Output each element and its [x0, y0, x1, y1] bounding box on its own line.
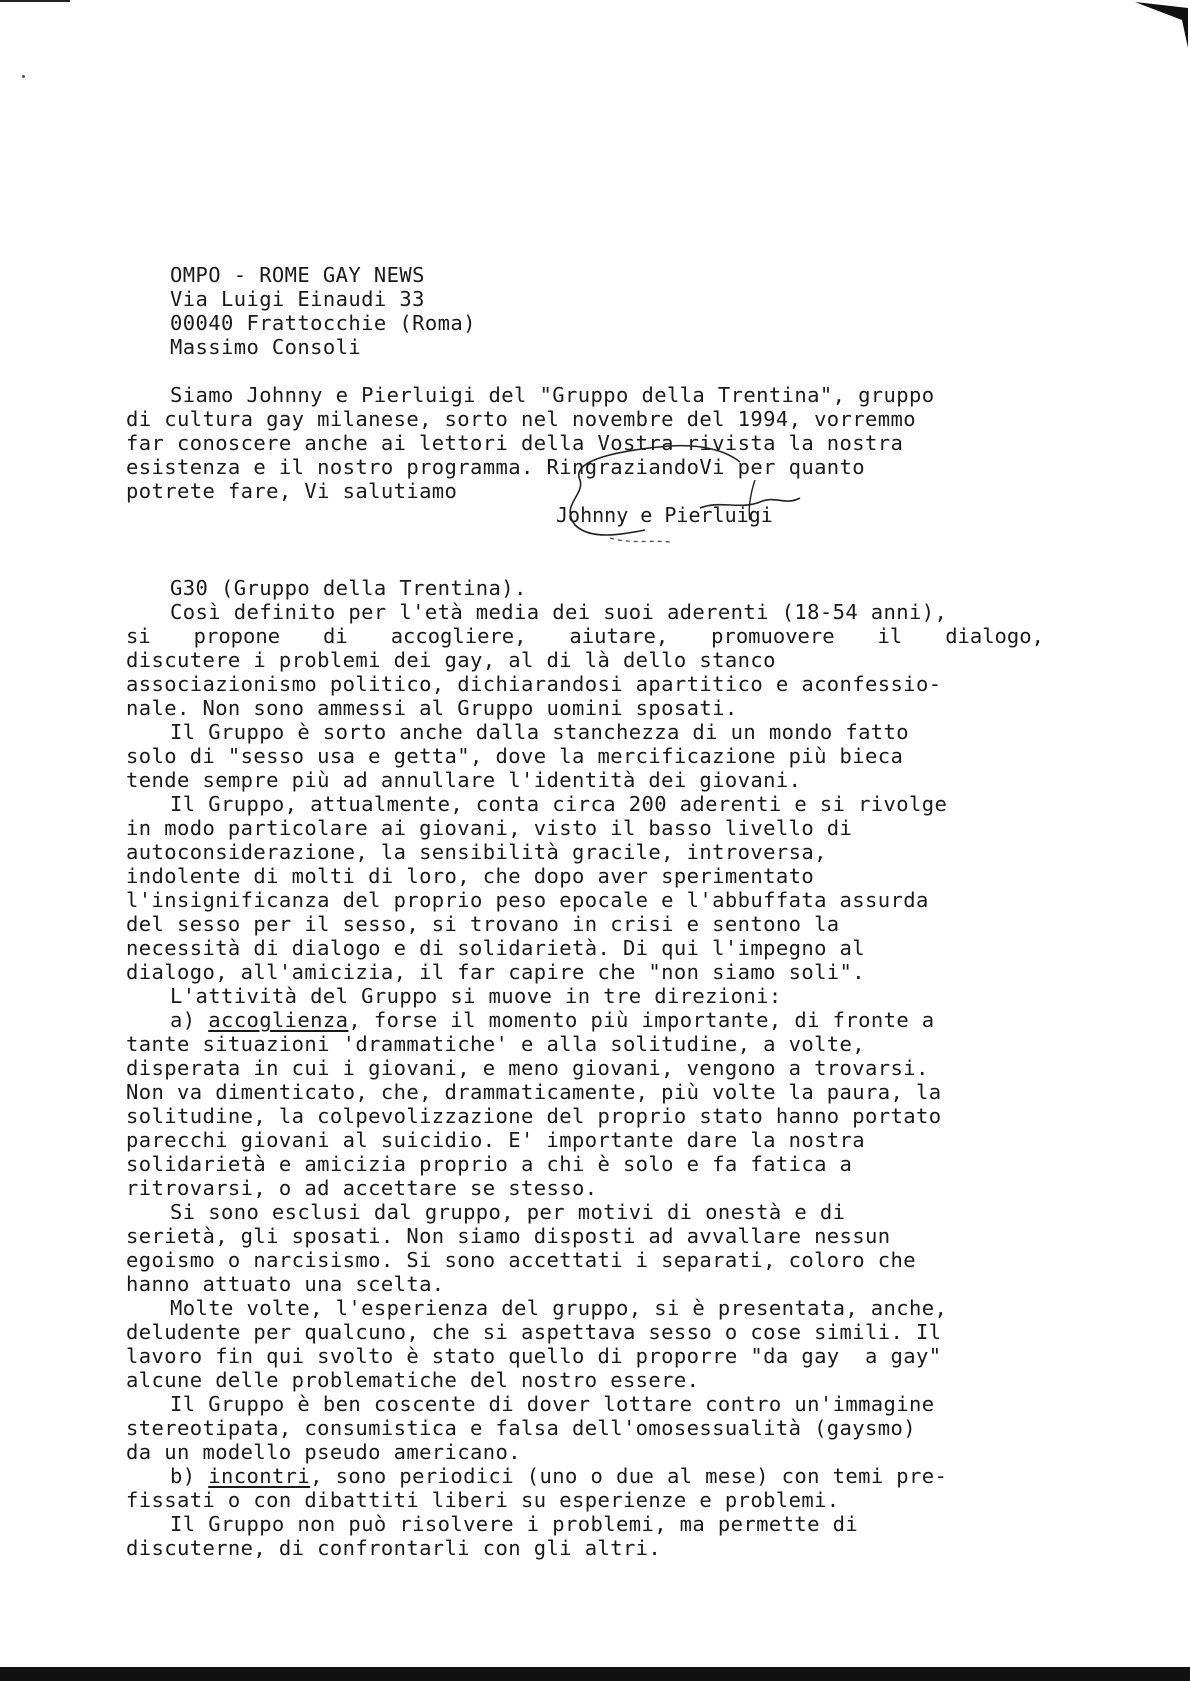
body-line: nale. Non sono ammessi al Gruppo uomini sposati.	[126, 696, 738, 720]
body-line: Non va dimenticato, che, drammaticamente, più volte la paura, la	[126, 1080, 942, 1104]
body-line: da un modello pseudo americano.	[126, 1440, 522, 1464]
address-line-3: 00040 Frattocchie (Roma)	[170, 311, 476, 335]
body-line: Il Gruppo è ben coscente di dover lottare contro un'immagine	[170, 1392, 935, 1416]
item-marker-b: b)	[170, 1464, 209, 1488]
body-line: l'insignificanza del proprio peso epocale e l'abbuffata assurda	[126, 888, 929, 912]
body-line: ritrovarsi, o ad accettare se stesso.	[126, 1176, 598, 1200]
intro-line-4: esistenza e il nostro programma. RingraziandoVi per quanto	[126, 455, 866, 479]
body-line: discuterne, di confrontarli con gli altri.	[126, 1536, 662, 1560]
body-line: associazionismo politico, dichiarandosi apartitico e aconfessio-	[126, 672, 942, 696]
body-heading: G30 (Gruppo della Trentina).	[170, 576, 527, 600]
body-line: alcune delle problematiche del nostro essere.	[126, 1368, 700, 1392]
body-line: hanno attuato una scelta.	[126, 1272, 445, 1296]
body-line-rest: , forse il momento più importante, di fronte a	[348, 1008, 935, 1032]
scan-edge-bottom	[0, 1667, 1190, 1681]
body-line: solo di "sesso usa e getta", dove la mercificazione più bieca	[126, 744, 904, 768]
word: promuovere	[711, 624, 835, 648]
body-line: in modo particolare ai giovani, visto il basso livello di	[126, 816, 853, 840]
body-line: tende sempre più ad annullare l'identità dei giovani.	[126, 768, 802, 792]
body-line	[126, 624, 1044, 648]
address-line-1: OMPO - ROME GAY NEWS	[170, 263, 425, 287]
body-line: Si sono esclusi dal gruppo, per motivi di onestà e di	[170, 1200, 846, 1224]
address-line-4: Massimo Consoli	[170, 335, 362, 359]
body-line: Molte volte, l'esperienza del gruppo, si è presentata, anche,	[170, 1296, 948, 1320]
address-line-2: Via Luigi Einaudi 33	[170, 287, 425, 311]
body-line: solitudine, la colpevolizzazione del proprio stato hanno portato	[126, 1104, 942, 1128]
body-line: Il Gruppo non può risolvere i problemi, ma permette di	[170, 1512, 859, 1536]
body-line: necessità di dialogo e di solidarietà. Di qui l'impegno al	[126, 936, 866, 960]
word: aiutare,	[569, 624, 669, 648]
intro-line-5: potrete fare, Vi salutiamo	[126, 479, 458, 503]
word: propone	[193, 624, 281, 648]
intro-line-1: Siamo Johnny e Pierluigi del "Gruppo della Trentina", gruppo	[170, 383, 935, 407]
body-line: deludente per qualcuno, che si aspettava sesso o cose simili. Il	[126, 1320, 942, 1344]
term-incontri: incontri	[208, 1464, 311, 1488]
body-line: disperata in cui i giovani, e meno giovani, vengono a trovarsi.	[126, 1056, 929, 1080]
handwritten-signature-icon	[550, 440, 850, 550]
body-line-accoglienza	[170, 1008, 935, 1032]
body-line: autoconsiderazione, la sensibilità gracile, introversa,	[126, 840, 827, 864]
body-line: Il Gruppo, attualmente, conta circa 200 aderenti e si rivolge	[170, 792, 948, 816]
body-line: L'attività del Gruppo si muove in tre direzioni:	[170, 984, 782, 1008]
body-line: egoismo o narcisismo. Si sono accettati i separati, coloro che	[126, 1248, 917, 1272]
word: il	[877, 624, 903, 648]
body-line: fissati o con dibattiti liberi su esperienze e problemi.	[126, 1488, 840, 1512]
body-line: tante situazioni 'drammatiche' e alla solitudine, a volte,	[126, 1032, 866, 1056]
intro-line-2: di cultura gay milanese, sorto nel novembre del 1994, vorremmo	[126, 407, 917, 431]
body-line: Così definito per l'età media dei suoi aderenti (18-54 anni),	[170, 600, 948, 624]
body-line-incontri	[170, 1464, 947, 1488]
body-line: serietà, gli sposati. Non siamo disposti ad avvallare nessun	[126, 1224, 891, 1248]
body-line: lavoro fin qui svolto è stato quello di proporre "da gay a gay"	[126, 1344, 942, 1368]
word: si	[126, 624, 151, 648]
body-line: solidarietà e amicizia proprio a chi è solo e fa fatica a	[126, 1152, 853, 1176]
item-marker-a: a)	[170, 1008, 209, 1032]
body-line: stereotipata, consumistica e falsa dell'omosessualità (gaysmo)	[126, 1416, 917, 1440]
body-line: del sesso per il sesso, si trovano in crisi e sentono la	[126, 912, 840, 936]
body-line: dialogo, all'amicizia, il far capire che "non siamo soli".	[126, 960, 866, 984]
body-line: indolente di molti di loro, che dopo aver sperimentato	[126, 864, 815, 888]
body-line-rest: , sono periodici (uno o due al mese) con temi pre-	[310, 1464, 948, 1488]
body-line: parecchi giovani al suicidio. E' importante dare la nostra	[126, 1128, 866, 1152]
term-accoglienza: accoglienza	[208, 1008, 349, 1032]
word: di	[323, 624, 348, 648]
intro-line-3: far conoscere anche ai lettori della Vostra rivista la nostra	[126, 431, 904, 455]
body-line: Il Gruppo è sorto anche dalla stanchezza di un mondo fatto	[170, 720, 910, 744]
signature-names: Johnny e Pierluigi	[556, 503, 773, 527]
body-line: discutere i problemi dei gay, al di là dello stanco	[126, 648, 776, 672]
word: accogliere,	[390, 624, 527, 648]
word: dialogo,	[945, 624, 1044, 648]
